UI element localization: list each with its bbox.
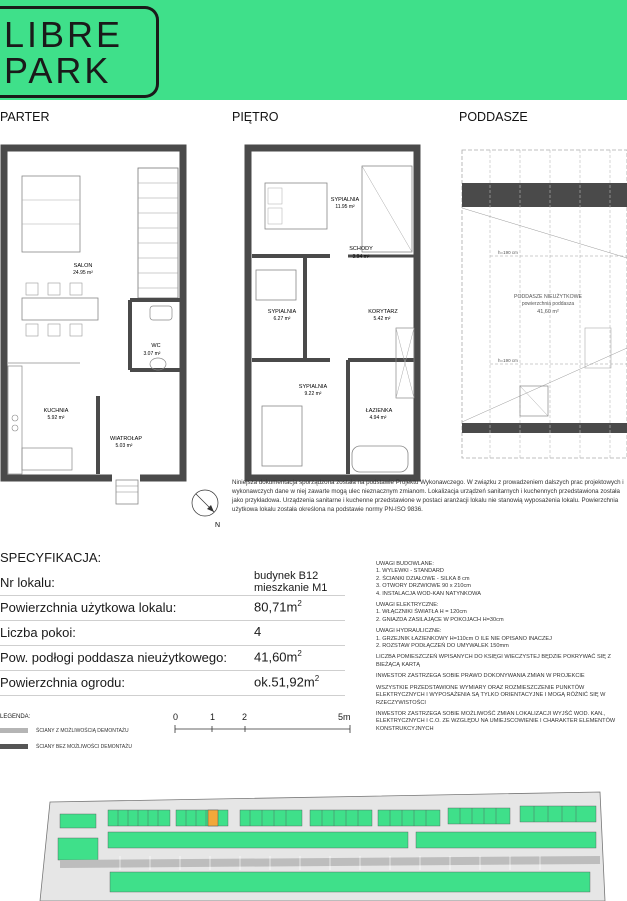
spec-label: Liczba pokoi: [0, 625, 76, 640]
spec-building: budynek B12 [254, 570, 319, 582]
room-wiatrolap-name: WIATROŁAP [110, 436, 142, 442]
spec-row-unit [0, 571, 345, 596]
room-salon-area: 24.95 m² [73, 270, 93, 276]
spec-value: $41,60m^2$ [254, 649, 302, 665]
legend-title: LEGENDA: [0, 714, 31, 720]
room-wiatrolap-area: 5.03 m² [115, 443, 133, 449]
notes-building-title: UWAGI BUDOWLANE: [376, 561, 434, 567]
disclaimer-note: Niniejsza dokumentacja sporządzona została na podstawie Projektu Wykonawczego. W związku z prowadzeniem dalszych prac projektowych i wykonawczych dane w niej zawarte mogą ulec nieznacznym zmianom. Lokalizacja urządzeń sanitarnych i kuchennych przedstawiona została jako przykładowa. Urządzenia sanitarne i kuchenne przedstawione w postaci aranżacji lokalu nie stanowią wyposażenia lokalu. Powierzchnia użytkowa lokalu została określona na podstawie normy PN-ISO 9836. [232, 479, 624, 513]
room-sypialnia-1-area: 11.95 m² [335, 204, 355, 210]
spec-label: Powierzchnia użytkowa lokalu: [0, 600, 177, 615]
room-schody-name: SCHODY [349, 246, 373, 252]
highlighted-unit [208, 810, 218, 826]
section-title-ground: PARTER [0, 110, 50, 124]
room-korytarz-area: 5.42 m² [373, 316, 391, 322]
spec-value [254, 570, 327, 594]
notes-electric-title: UWAGI ELEKTRYCZNE: [376, 602, 439, 609]
compass-north-label: N [215, 522, 221, 529]
notes-item: 2. ŚCIANKI DZIAŁOWE - SILKA 8 cm [376, 575, 470, 582]
ground-floor-plan [4, 148, 183, 504]
spec-value: 4 [254, 624, 262, 639]
scale-line [170, 723, 360, 735]
attic-h190-top: h=190 cm [498, 250, 518, 255]
room-sypialnia-2-name: SYPIALNIA [267, 309, 297, 315]
notes-item: 1. WYLEWKI - STANDARD [376, 568, 444, 575]
legend-label: ŚCIANY Z MOŻLIWOŚCIĄ DEMONTAŻU [36, 728, 129, 734]
notes-item: 3. OTWORY DRZWIOWE 90 x 210cm [376, 583, 471, 590]
legend-item-fixed [0, 744, 132, 750]
section-title-attic: PODDASZE [459, 110, 528, 124]
logo-line-1: LIBRE [4, 14, 124, 55]
legend-swatch [0, 728, 28, 733]
header-banner [0, 0, 627, 100]
spec-row-area [0, 596, 345, 621]
compass [192, 490, 220, 529]
room-wc-area: 3.07 m² [143, 351, 161, 357]
scale-tick: 5m [338, 712, 351, 722]
attic-h190-bottom: h=190 cm [498, 358, 518, 363]
notes-extra: LICZBA POMIESZCZEŃ WPISANYCH DO KSIĘGI WIECZYSTEJ BĘDZIE POKRYWAĆ SIĘ Z BIEŻĄCĄ KARTĄ [376, 654, 611, 668]
section-title-floor: PIĘTRO [232, 110, 279, 124]
spec-row-garden [0, 671, 345, 696]
logo-line-2: PARK [4, 50, 112, 91]
room-korytarz-name: KORYTARZ [368, 309, 398, 315]
legend-item-removable [0, 728, 129, 734]
spec-row-rooms [0, 621, 345, 646]
notes-item: 1. WŁĄCZNIKI ŚWIATŁA H = 120cm [376, 609, 467, 616]
room-kuchnia-area: 5.92 m² [47, 415, 65, 421]
room-salon-name: SALON [73, 263, 93, 269]
room-wc-name: WC [151, 343, 161, 349]
logo [0, 6, 159, 98]
first-floor-plan [248, 148, 417, 478]
spec-row-attic [0, 646, 345, 671]
legend-swatch [0, 744, 28, 749]
attic-area: 41,60 m² [537, 309, 559, 315]
spec-apartment: mieszkanie M1 [254, 582, 328, 594]
room-sypialnia-3-name: SYPIALNIA [298, 384, 328, 390]
attic-subtitle: powierzchnia poddasza [521, 301, 575, 307]
spec-value: $80,71m^2$ [254, 599, 302, 615]
notes-item: 2. ROZSTAW PODŁĄCZEŃ DO UMYWALEK 150mm [376, 643, 509, 650]
room-schody-area: 3.94 m² [352, 254, 370, 260]
notes-item: 2. GNIAZDA ZASILAJĄCE W POKOJACH H=30cm [376, 616, 504, 623]
floor-plans [0, 128, 627, 538]
technical-notes [376, 561, 627, 733]
attic-plan [462, 150, 627, 458]
room-sypialnia-3-area: 9.22 m² [304, 391, 322, 397]
spec-label: Pow. podłogi poddasza nieużytkowego: [0, 650, 227, 665]
notes-extra: INWESTOR ZASTRZEGA SOBIE MOŻLIWOŚĆ ZMIAN LOKALIZACJI WYJŚĆ WOD. KAN., ELEKTRYCZNYCH I C.O. ZE WZGLĘDU NA UMIEJSCOWIENIE I CHARAKTER ELEMENTÓW KONSTRUKCYJNYCH [376, 710, 616, 732]
spec-title: SPECYFIKACJA: [0, 550, 102, 565]
notes-extra: INWESTOR ZASTRZEGA SOBIE PRAWO DOKONYWANIA ZMIAN W PROJEKCIE [376, 673, 585, 680]
scale-tick: 0 [173, 712, 179, 722]
room-sypialnia-1-name: SYPIALNIA [330, 197, 360, 203]
legend-label: ŚCIANY BEZ MOŻLIWOŚCI DEMONTAŻU [36, 744, 132, 750]
scale-tick: 1 [210, 712, 216, 722]
scale-tick: 2 [242, 712, 248, 722]
room-sypialnia-2-area: 6.27 m² [273, 316, 291, 322]
spec-label: Powierzchnia ogrodu: [0, 675, 126, 690]
spec-value: $ok.51,92m^2$ [254, 674, 320, 690]
spec-label: Nr lokalu: [0, 575, 55, 590]
room-kuchnia-name: KUCHNIA [43, 408, 69, 414]
room-lazienka-name: ŁAZIENKA [365, 408, 393, 414]
notes-item: 1. GRZEJNIK ŁAZIENKOWY H=110cm O ILE NIE OPISANO INACZEJ [376, 635, 552, 642]
room-lazienka-area: 4.94 m² [369, 415, 387, 421]
notes-extra: WSZYSTKIE PRZEDSTAWIONE WYMIARY ORAZ ROZMIESZCZENIE PUNKTÓW ELEKTRYCZNYCH I WYPOSAŻENIA SĄ TYLKO ORIENTACYJNE I MOGĄ RÓŻNIĆ SIĘ W RZECZYWISTOŚCI [376, 684, 606, 706]
notes-item: 4. INSTALACJA WOD-KAN NATYNKOWA [376, 590, 481, 597]
attic-name: PODDASZE NIEUŻYTKOWE [513, 294, 583, 300]
notes-hydraulic-title: UWAGI HYDRAULICZNE: [376, 628, 442, 635]
site-plan [0, 780, 627, 901]
